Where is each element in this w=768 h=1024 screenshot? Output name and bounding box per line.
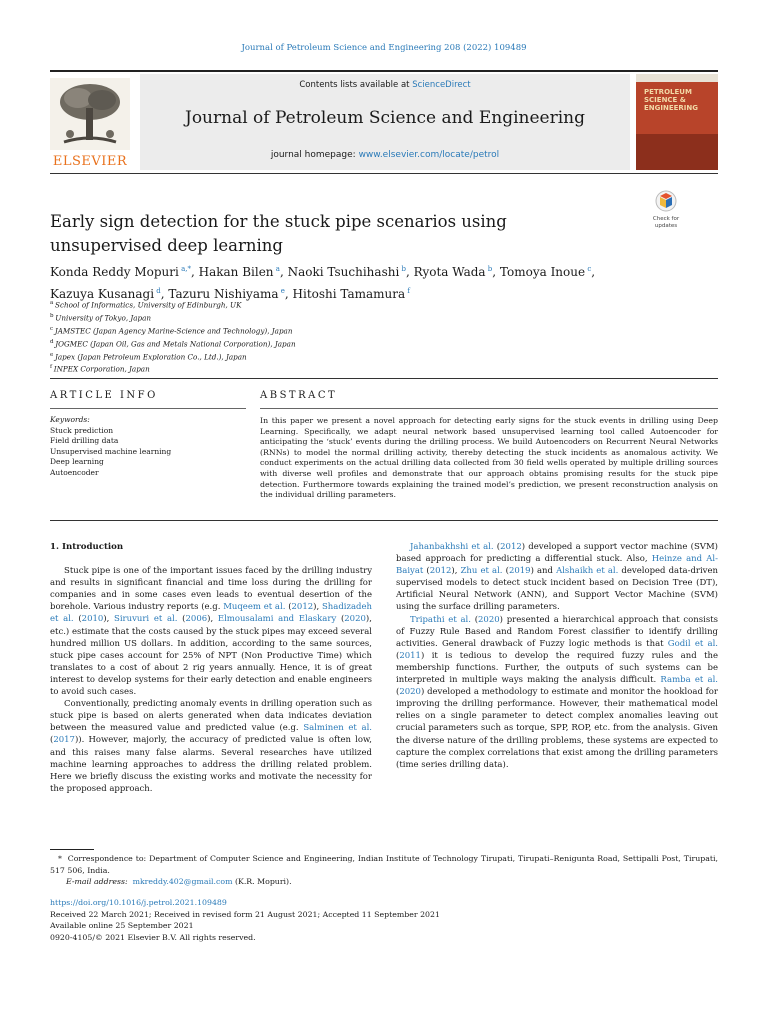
affiliation-marker: a <box>50 300 56 306</box>
author-name[interactable]: Hitoshi Tamamura <box>292 287 406 301</box>
info-top-rule <box>50 378 718 379</box>
author-name[interactable]: Kazuya Kusanagi <box>50 287 155 301</box>
elsevier-logo <box>50 78 130 169</box>
affiliation-text: School of Informatics, University of Edinburgh, UK <box>55 300 242 310</box>
keyword-item: Unsupervised machine learning <box>50 446 172 456</box>
citation-link[interactable]: 2010 <box>81 614 104 625</box>
author-affiliation-marker[interactable]: b <box>399 265 407 273</box>
author-name[interactable]: Naoki Tsuchihashi <box>287 265 400 279</box>
affiliation-item <box>50 311 296 324</box>
intro-paragraph-2: Conventionally, predicting anomaly events in drilling operation such as stuck pipe is based on alerts generated when data indicates deviation between the measured value and predicted value (e.g. Salminen et al. (2017)). However, majorly, the accuracy of predicted value is often low, and this raises many false alarms. Several researches have utilized machine learning approaches to address the drilling related problem. Here we briefly discuss the existing works and motivate the necessity for the proposed approach. <box>50 699 372 794</box>
contents-line: Contents lists available at ScienceDirect <box>299 80 471 90</box>
keywords-list <box>50 426 246 479</box>
keyword-item: Deep learning <box>50 457 104 466</box>
paper-title: Early sign detection for the stuck pipe scenarios using unsupervised deep learning <box>50 212 507 255</box>
footnote: * Correspondence to: Department of Computer Science and Engineering, Indian Institute of Technology Tirupati, Tirupati–Renigunta Road, Settipalli Post, Tirupati, 517 506, India. E-mail address: mkreddy.402@gmail.com (K.R. Mopuri). <box>50 854 718 886</box>
journal-reference[interactable]: Journal of Petroleum Science and Engineering 208 (2022) 109489 <box>241 43 527 53</box>
author-affiliation-marker[interactable]: a <box>273 265 280 273</box>
citation-link[interactable]: Godil et al. <box>667 638 718 649</box>
keywords-label: Keywords: <box>50 415 90 424</box>
citation-link[interactable]: 2020 <box>478 614 500 625</box>
received-dates: Received 22 March 2021; Received in revised form 21 August 2021; Accepted 11 September 2021 <box>50 909 440 919</box>
citation-link[interactable]: 2019 <box>508 566 531 577</box>
author-affiliation-marker[interactable]: d <box>154 287 161 295</box>
citation-link[interactable]: Ramba et al. <box>660 675 718 686</box>
citation-link[interactable]: 2012 <box>291 602 314 613</box>
author-affiliation-marker[interactable]: c <box>585 265 592 273</box>
right-column <box>396 541 718 771</box>
article-info-heading: ARTICLE INFO <box>50 390 158 401</box>
check-for-updates-button[interactable]: Check for updates <box>648 190 684 229</box>
affiliation-item <box>50 350 296 363</box>
footnote-rule <box>50 849 94 850</box>
author-name[interactable]: Hakan Bilen <box>198 265 274 279</box>
affiliation-item <box>50 362 296 375</box>
citation-link[interactable]: Elmousalami and Elaskary <box>217 614 337 625</box>
available-online: Available online 25 September 2021 <box>50 921 194 930</box>
citation-link[interactable]: Salminen et al. <box>303 723 372 734</box>
affiliation-text: University of Tokyo, Japan <box>55 313 152 323</box>
citation-link[interactable]: 2012 <box>429 566 452 577</box>
affiliation-item <box>50 298 296 311</box>
citation-link[interactable]: Siruvuri et al. <box>114 614 178 625</box>
affiliation-marker: e <box>50 351 56 358</box>
abstract-heading: ABSTRACT <box>260 390 338 401</box>
info-bottom-rule <box>50 520 718 521</box>
affiliation-text: INPEX Corporation, Japan <box>53 364 150 374</box>
affiliation-text: JOGMEC (Japan Oil, Gas and Metals National Corporation), Japan <box>55 339 296 349</box>
author-affiliation-marker[interactable]: f <box>405 287 411 295</box>
citation-link[interactable]: 2012 <box>500 542 522 552</box>
intro-paragraph-1: Stuck pipe is one of the important issues faced by the drilling industry and results in significant financial and time loss during the drilling for companies and in some cases even leads to eventual desertion of the borehole. Various industry reports (e.g. Muqeem et al. (2012), Shadizadeh et al. (2010), Siruvuri et al. (2006), Elmousalami and Elaskary (2020), etc.) estimate that the costs caused by the stuck pipes may exceed several hundred million US dollars. In addition, according to the same sources, stuck pipe cases account for 25% of NPT (Non Productive Time) which translates to a cost of about 2 rig years annually. Hence, it is of great interest to develop systems for their early detection and enable engineers to avoid such cases. <box>50 566 372 698</box>
citation-link[interactable]: 2020 <box>344 614 366 625</box>
related-work-paragraph-2: Tripathi et al. (2020) presented a hierarchical approach that consists of Fuzzy Rule Based and Random Forest classifier to identify drilling activities. General drawback of Fuzzy logic methods is that Godil et al. (2011) it is tedious to develop the required fuzzy rules and the membership functions. Further, the outputs of such systems can be interpreted in multiple ways making the analysis difficult. Ramba et al. (2020) developed a methodology to estimate and monitor the hookload for improving the drilling performance. However, their mathematical model relies on a single parameter to detect complex anomalies leaving out crucial parameters such as torque, SPP, ROP, etc. from the analysis. Given the diverse nature of the drilling problems, these systems are expected to capture the complex correlations that exist among the drilling parameters (time series drilling data). <box>396 614 718 770</box>
keyword-item: Field drilling data <box>50 436 119 445</box>
citation-link[interactable]: Muqeem et al. <box>223 602 286 613</box>
citation-link[interactable]: Shadizadeh et al. <box>50 602 372 625</box>
sciencedirect-link[interactable]: ScienceDirect <box>412 80 471 90</box>
affiliations <box>50 298 296 375</box>
affiliation-text: Japex (Japan Petroleum Exploration Co., Ltd.), Japan <box>55 351 247 361</box>
article-info-rule <box>50 408 246 409</box>
author-name[interactable]: Tomoya Inoue <box>499 265 586 279</box>
author-name[interactable]: Tazuru Nishiyama <box>168 287 279 301</box>
keyword-item: Autoencoder <box>50 467 99 477</box>
citation-link[interactable]: Tripathi et al. <box>410 614 471 625</box>
masthead-bottom-rule <box>50 173 718 174</box>
citation-link[interactable]: 2017 <box>53 735 75 746</box>
publisher-name: ELSEVIER <box>52 154 128 169</box>
section-heading: 1. Introduction <box>50 542 124 552</box>
author-name[interactable]: Ryota Wada <box>413 265 486 279</box>
citation-link[interactable]: 2020 <box>399 687 421 698</box>
abstract-text: In this paper we present a novel approach for detecting early signs for the stuck events in drilling using Deep Learning. Specifically, we adapt neural network based unsupervised learning tool called Autoencoder for anticipating the ‘stuck’ events during the drilling process. We build Autoencoders on Recurrent Neural Networks (RNNs) to model the normal drilling activity, thereby detecting the stuck incidents as anomalous activity. We conduct experiments on the actual drilling data collected from 30 field wells operated by multiple drilling sources with diverse well profiles and demonstrate that our approach obtains promising results for the stuck pipe detection. Furthermore towards explaining the trained model’s prediction, we present reconstruction analysis on the individual drilling parameters. <box>260 416 718 500</box>
journal-homepage: journal homepage: www.elsevier.com/locate/petrol <box>270 150 500 160</box>
affiliation-item <box>50 324 296 337</box>
affiliation-text: JAMSTEC (Japan Agency Marine-Science and Technology), Japan <box>54 326 293 336</box>
elsevier-tree-icon <box>50 78 130 150</box>
footnote-marker: * <box>58 854 62 863</box>
citation-link[interactable]: 2011 <box>399 650 421 661</box>
citation-link[interactable]: Jahanbakhshi et al. <box>410 542 494 552</box>
left-column <box>50 541 372 795</box>
email-link[interactable]: mkreddy.402@gmail.com <box>132 877 233 886</box>
citation-link[interactable]: Heinze and Al-Baiyat <box>396 554 718 577</box>
citation-link[interactable]: Zhu et al. <box>460 566 503 577</box>
cover-title: PETROLEUM SCIENCE & ENGINEERING <box>644 88 699 112</box>
author-affiliation-marker[interactable]: b <box>485 265 493 273</box>
journal-name: Journal of Petroleum Science and Engineering <box>185 108 585 128</box>
author-affiliation-marker[interactable]: e <box>278 287 285 295</box>
affiliation-marker: d <box>50 338 56 345</box>
journal-cover-image <box>636 74 718 170</box>
keyword-item: Stuck prediction <box>50 425 114 435</box>
abstract-rule <box>260 408 718 409</box>
affiliation-item <box>50 337 296 350</box>
article-meta <box>50 897 718 943</box>
copyright-notice: 0920-4105/© 2021 Elsevier B.V. All rights reserved. <box>50 932 256 942</box>
affiliation-marker: b <box>50 312 56 319</box>
author-affiliation-marker[interactable]: a,* <box>178 265 191 273</box>
citation-link[interactable]: 2006 <box>185 614 208 625</box>
affiliation-marker: c <box>50 325 55 332</box>
correspondence-text: Correspondence to: Department of Computer Science and Engineering, Indian Institute of Technology Tirupati, Tirupati–Renigunta Road, Settipalli Post, Tirupati, 517 506, India. <box>50 854 718 875</box>
keywords-block <box>50 415 246 478</box>
check-updates-icon <box>654 190 678 212</box>
email-label: E-mail address: <box>66 877 128 886</box>
doi-link[interactable]: https://doi.org/10.1016/j.petrol.2021.109489 <box>50 898 227 907</box>
affiliation-marker: f <box>50 364 54 371</box>
authors-line-1: Konda Reddy Mopuri $^{a,*}$, Hakan Bilen $^a$, Naoki Tsuchihashi $^b$, Ryota Wada $^b$, Tomoya Inoue $^c$, <box>50 265 596 279</box>
masthead-top-rule <box>50 70 718 72</box>
citation-link[interactable]: Alshaikh et al. <box>556 566 619 577</box>
authors-line-2: Kazuya Kusanagi $^d$, Tazuru Nishiyama $^e$, Hitoshi Tamamura $^f$ <box>50 287 411 301</box>
related-work-paragraph-1: Jahanbakhshi et al. (2012) developed a support vector machine (SVM) based approach for predicting a differential stuck. Also, Heinze and Al-Baiyat (2012), Zhu et al. (2019) and Alshaikh et al. developed data-driven supervised models to detect stuck incident based on Decision Tree (DT), Artificial Neural Network (ANN), and Support Vector Machine (SVM) using the surface drilling parameters. <box>396 542 718 613</box>
author-name[interactable]: Konda Reddy Mopuri <box>50 265 179 279</box>
homepage-link[interactable]: www.elsevier.com/locate/petrol <box>358 150 500 160</box>
